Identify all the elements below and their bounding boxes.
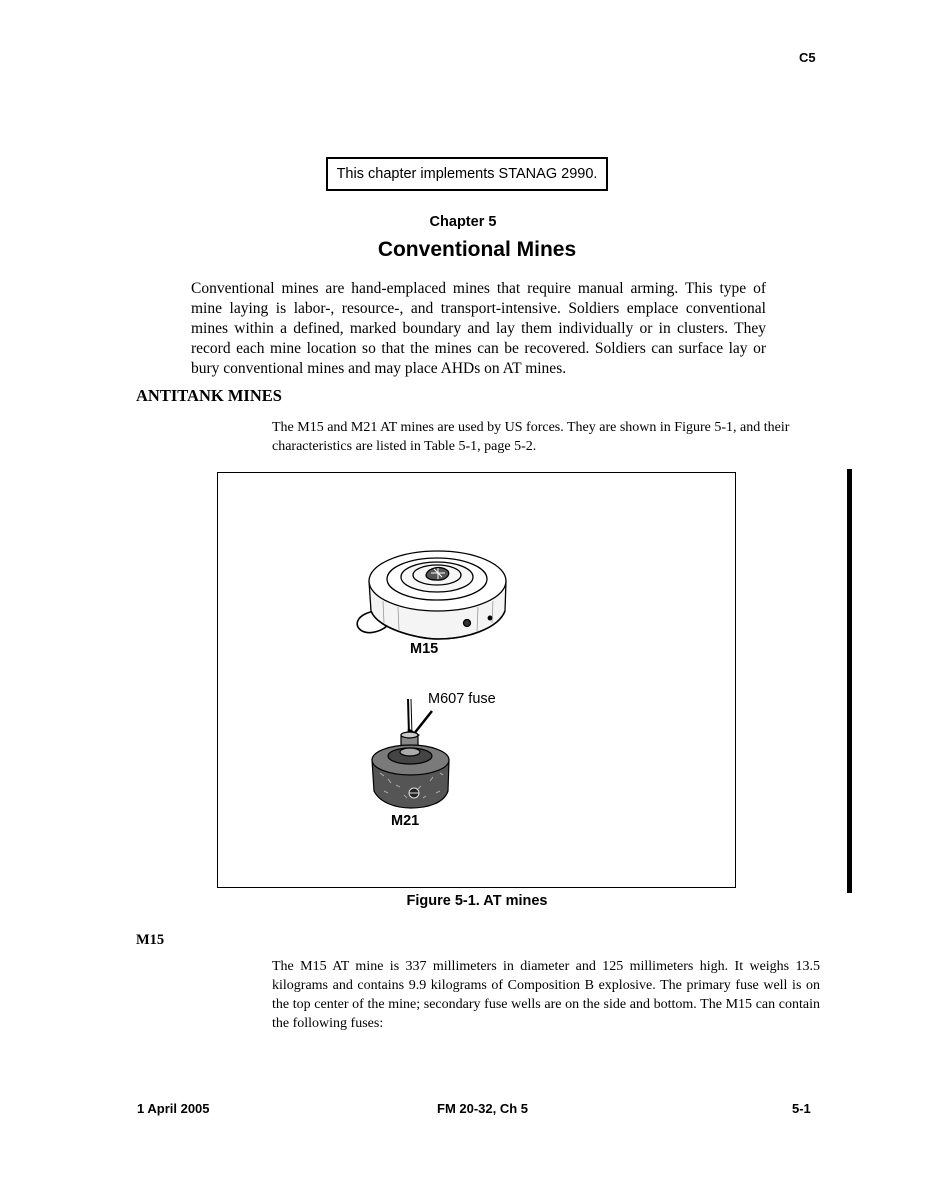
chapter-title: Conventional Mines [377, 238, 577, 261]
figure-illustration [218, 473, 737, 889]
change-mark: C5 [799, 50, 816, 65]
m21-figure-label: M21 [391, 813, 420, 829]
m21-mine-drawing [372, 699, 449, 808]
intro-paragraph: Conventional mines are hand-emplaced mines that require manual arming. This type of mine laying is labor-, resource-, and transport-intensive. Soldiers emplace conventional mines within a defined, marked boundary and lay them individually or in clusters. They record each mine location so that the mines can be recovered. Soldiers can surface lay or bury conventional mines and may place AHDs on AT mines. [191, 280, 766, 377]
change-bar [847, 469, 852, 893]
footer-publication: FM 20-32, Ch 5 [437, 1101, 529, 1116]
figure-frame [217, 472, 736, 888]
footer-date: 1 April 2005 [137, 1101, 210, 1116]
chapter-number: Chapter 5 [429, 214, 497, 230]
stanag-note: This chapter implements STANAG 2990. [326, 157, 608, 191]
section-heading: ANTITANK MINES [136, 386, 282, 405]
subsection-paragraph: The M15 AT mine is 337 millimeters in diameter and 125 millimeters high. It weighs 13.5 kilograms and contains 9.9 kilograms of Composition B explosive. The primary fuse well is on the top center of the mine; secondary fuse wells are on the side and bottom. The M15 can contain the following fuses: [272, 959, 820, 1031]
m607-fuse-label: M607 fuse [428, 691, 496, 707]
subsection-heading: M15 [136, 932, 165, 948]
m15-mine-drawing [357, 551, 506, 639]
footer-page-number: 5-1 [792, 1101, 811, 1116]
figure-caption: Figure 5-1. AT mines [406, 893, 548, 909]
section-paragraph: The M15 and M21 AT mines are used by US forces. They are shown in Figure 5-1, and their characteristics are listed in Table 5-1, page 5-2. [272, 420, 790, 454]
m15-figure-label: M15 [410, 641, 439, 657]
